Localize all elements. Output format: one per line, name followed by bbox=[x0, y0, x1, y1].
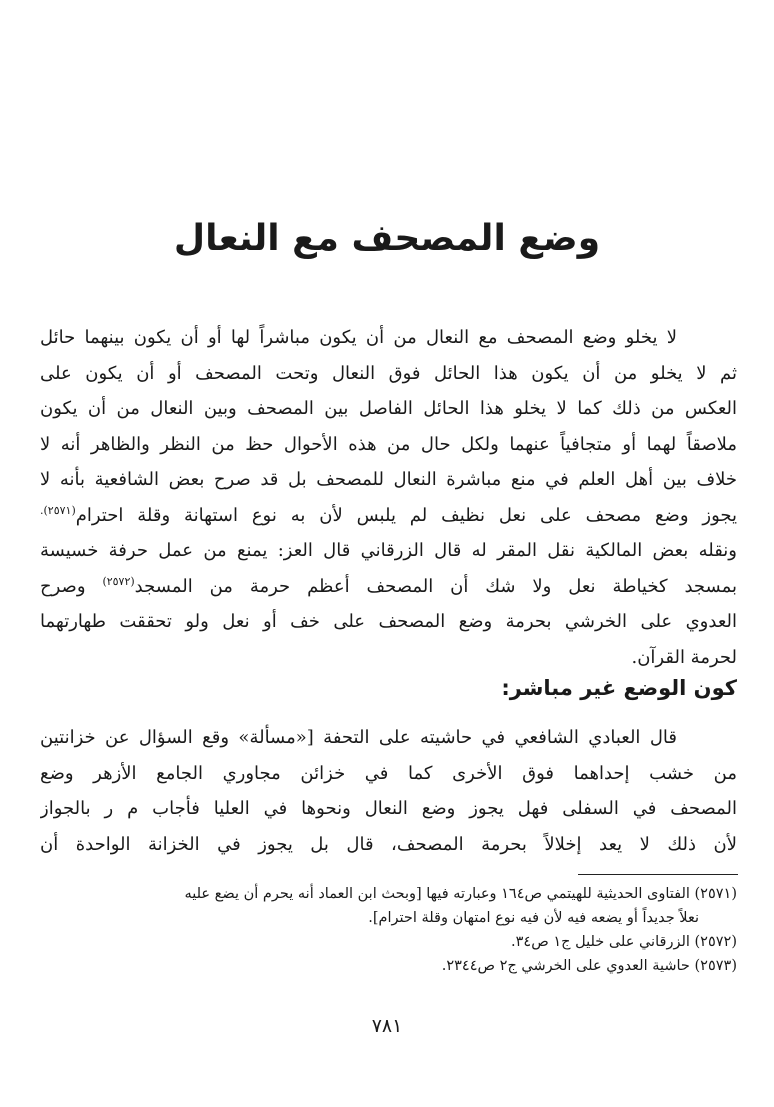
footnote-2571: (٢٥٧١) الفتاوى الحديثية للهيتمي ص١٦٤ وعبارته فيها [وبحث ابن العماد أنه يحرم أن يضع عليه bbox=[184, 886, 737, 902]
text-line: قال العبادي الشافعي في حاشيته على التحفة [«مسألة» وقع السؤال عن خزانتين bbox=[40, 727, 677, 748]
text-line: المصحف في السفلى فهل يجوز وضع النعال ونحوها في العليا فأجاب م ر بالجواز bbox=[40, 798, 737, 819]
footnotes bbox=[40, 882, 737, 978]
text-segment: بمسجد كخياطة نعل ولا شك أن المصحف أعظم حرمة من المسجد bbox=[134, 575, 737, 597]
text-line: ملاصقاً لهما أو متجافياً عنهما ولكل حال من هذه الأحوال حظ من النظر والظاهر أنه لا bbox=[40, 433, 737, 455]
footnote-ref-2572: (٢٥٧٢) bbox=[102, 574, 135, 588]
text-line bbox=[40, 498, 737, 534]
text-line: لا يخلو وضع المصحف مع النعال من أن يكون مباشراً لها أو أن يكون بينهما حائل bbox=[40, 327, 677, 348]
paragraph-1 bbox=[40, 320, 737, 675]
page-title: وضع المصحف مع النعال bbox=[173, 218, 601, 259]
text-line: لحرمة القرآن. bbox=[631, 646, 737, 668]
footnote-divider bbox=[578, 874, 738, 875]
text-line: خلاف بين أهل العلم في منع مباشرة النعال للمصحف بل قد صرح بعض الشافعية بأنه لا bbox=[40, 469, 737, 490]
text-line bbox=[40, 569, 737, 605]
footnote-2571-continuation: نعلاً جديداً أو يضعه فيه لأن فيه نوع امتهان وقلة احترام]. bbox=[368, 910, 699, 926]
page-number: ٧٨١ bbox=[371, 1015, 403, 1037]
section-heading: كون الوضع غير مباشر: bbox=[501, 676, 737, 700]
text-segment: وصرح bbox=[40, 575, 86, 597]
text-line: ونقله بعض المالكية نقل المقر له قال الزرقاني قال العز: يمنع من عمل حرفة خسيسة bbox=[40, 540, 737, 561]
footnote-2572: (٢٥٧٢) الزرقاني على خليل ج١ ص٣٤. bbox=[511, 934, 737, 950]
text-line: من خشب إحداهما فوق الأخرى كما في خزائن مجاوري الجامع الأزهر وضع bbox=[40, 762, 737, 784]
text-segment: يجوز وضع مصحف على نعل نظيف لم يلبس لأن به نوع استهانة وقلة احترام bbox=[75, 504, 737, 526]
text-line: العدوي على الخرشي بحرمة وضع المصحف على خف أو نعل ولو تحققت طهارتهما bbox=[40, 611, 737, 632]
text-line: ثم لا يخلو من أن يكون هذا الحائل فوق النعال وتحت المصحف أو أن يكون على bbox=[40, 362, 737, 384]
footnote-ref-2571: (٢٥٧١). bbox=[40, 503, 76, 517]
paragraph-2 bbox=[40, 720, 737, 862]
text-line: لأن ذلك لا يعد إخلالاً بحرمة المصحف، قال بل يجوز في الخزانة الواحدة أن bbox=[40, 833, 737, 855]
text-line: العكس من ذلك كما لا يخلو هذا الحائل الفاصل بين المصحف وبين النعال من أن يكون bbox=[40, 398, 737, 419]
footnote-2573: (٢٥٧٣) حاشية العدوي على الخرشي ج٢ ص٢٣٤٤. bbox=[441, 958, 737, 974]
